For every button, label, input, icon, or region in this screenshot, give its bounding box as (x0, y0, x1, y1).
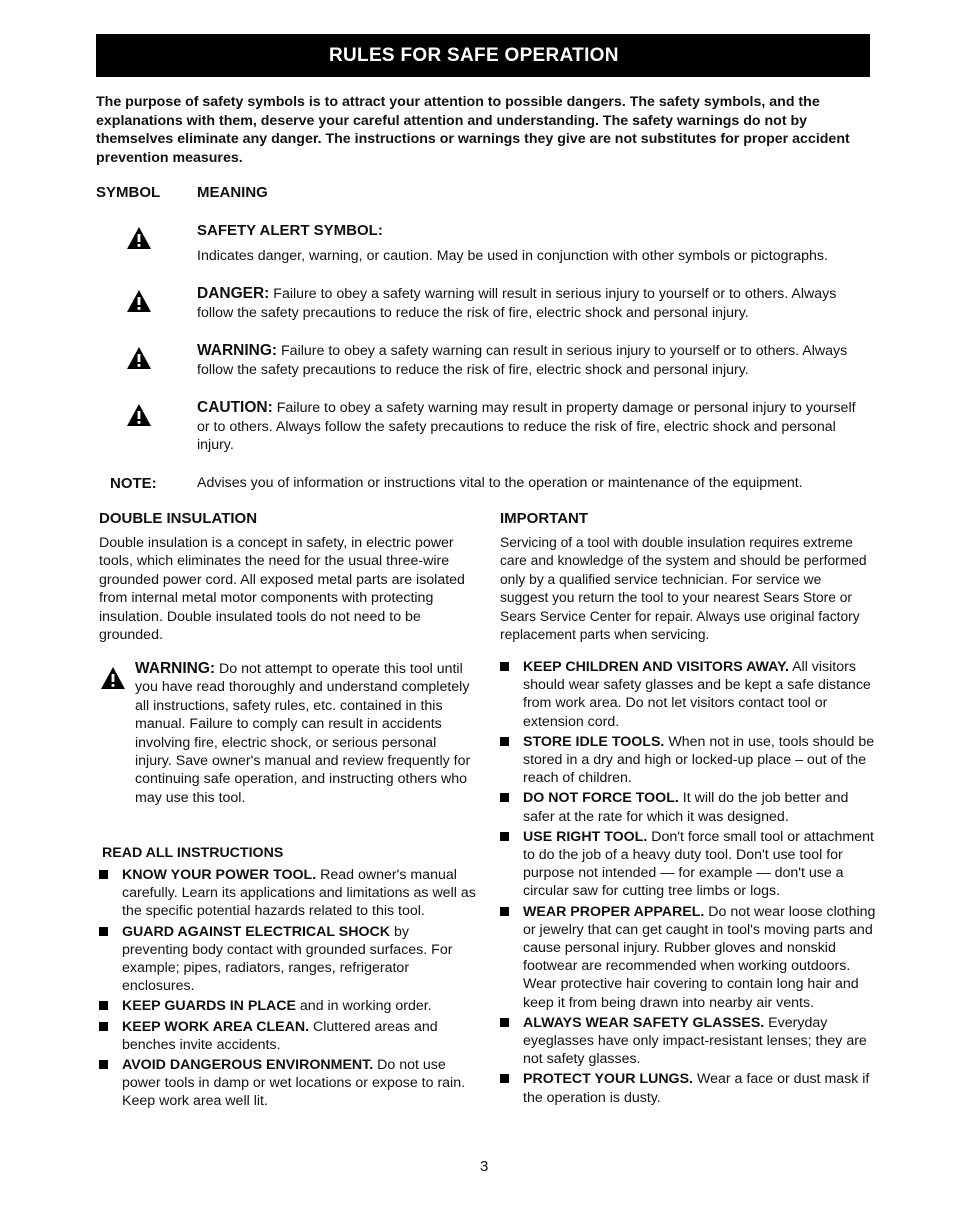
item-heading: KEEP CHILDREN AND VISITORS AWAY. (523, 659, 789, 675)
symbol-column-header: SYMBOL (96, 184, 161, 201)
item-heading: GUARD AGAINST ELECTRICAL SHOCK (122, 923, 390, 940)
bullet-square-icon (99, 1001, 108, 1010)
warning-text: Failure to obey a safety warning can result in serious injury to yourself or to others. Always follow the safety precautions to reduce the risk of fire, electric shock and personal injury. (197, 343, 848, 378)
read-all-instructions-list (99, 866, 477, 1113)
safety-rules-list (500, 658, 878, 1109)
note-text: Advises you of information or instructions vital to the operation or maintenance of the equipment. (197, 475, 803, 491)
item-text: When not in use, tools should be stored in a dry and high or locked-up place – out of the reach of children. (523, 733, 875, 787)
caution-triangle-icon (126, 403, 152, 427)
item-heading: STORE IDLE TOOLS. (523, 733, 665, 750)
note-label: NOTE: (110, 475, 157, 492)
item-heading: PROTECT YOUR LUNGS. (523, 1071, 694, 1088)
page-title: RULES FOR SAFE OPERATION (329, 45, 619, 66)
danger-triangle-icon (126, 289, 152, 313)
item-text: Don't force small tool or attachment to do the job of a heavy duty tool. Don't use tool for purpose not intended — for example — don't use a circular saw for cutting tree limbs or logs. (523, 828, 874, 900)
double-insulation-title: DOUBLE INSULATION (99, 510, 258, 527)
bullet-square-icon (99, 927, 108, 936)
list-item (99, 923, 477, 996)
bullet-square-icon (500, 907, 509, 916)
bullet-square-icon (500, 737, 509, 746)
bullet-square-icon (99, 1060, 108, 1069)
double-insulation-text: Double insulation is a concept in safety, in electric power tools, which eliminates the need for the usual three-wire grounded power cord. All exposed metal parts are isolated from internal metal motor components with protecting insulation. Double insulated tools do not need to be grounded. (99, 535, 465, 644)
item-heading: ALWAYS WEAR SAFETY GLASSES. (523, 1014, 765, 1031)
list-item (500, 658, 878, 731)
item-text: Everyday eyeglasses have only impact-resistant lenses; they are not safety glasses. (523, 1014, 867, 1068)
list-item (500, 733, 878, 788)
important-text: Servicing of a tool with double insulation requires extreme care and knowledge of the system and should be performed only by a qualified service technician. For service we suggest you return the tool to your nearest Sears Store or Sears Service Center for repair. Always use original factory replacement parts when servicing. (500, 535, 867, 643)
main-warning-keyword: WARNING: (135, 660, 216, 677)
caution-entry (197, 399, 867, 455)
intro-paragraph: The purpose of safety symbols is to attract your attention to possible dangers. The safety symbols, and the explanations with them, deserve your careful attention and understanding. The safety warnings do not by themselves eliminate any danger. The instructions or warnings they give are not substitutes for proper accident prevention measures. (96, 94, 850, 166)
list-item (500, 1014, 878, 1069)
list-item (500, 1070, 878, 1106)
page-number: 3 (480, 1158, 489, 1175)
main-warning-block (135, 660, 475, 807)
safety-alert-title: SAFETY ALERT SYMBOL: (197, 222, 383, 239)
item-heading: USE RIGHT TOOL. (523, 828, 648, 845)
danger-text: Failure to obey a safety warning will result in serious injury to yourself or to others. Always follow the safety precautions to reduce the risk of fire, electric shock and personal injury. (197, 286, 837, 321)
warning-triangle-icon (126, 346, 152, 370)
caution-keyword: CAUTION: (197, 399, 273, 416)
read-all-instructions-title: READ ALL INSTRUCTIONS (102, 845, 284, 861)
list-item (500, 903, 878, 1012)
item-heading: AVOID DANGEROUS ENVIRONMENT. (122, 1057, 374, 1074)
list-item (99, 866, 477, 921)
list-item (99, 1056, 477, 1111)
list-item (500, 828, 878, 901)
item-heading: KEEP WORK AREA CLEAN. (122, 1018, 310, 1035)
warning-entry (197, 342, 867, 379)
item-text: Do not wear loose clothing or jewelry that can get caught in tool's moving parts and cause personal injury. Rubber gloves and nonskid footwear are recommended when working outdoors. Wear protective hair covering to contain long hair and keep it from being drawn into nearby air vents. (523, 903, 876, 1011)
item-text: Cluttered areas and benches invite accidents. (122, 1018, 438, 1053)
list-item (99, 997, 477, 1015)
main-warning-text: Do not attempt to operate this tool until you have read thoroughly and understand completely all instructions, safety rules, etc. contained in this manual. Failure to comply can result in accidents involving fire, electric shock, or serious personal injury. Save owner's manual and review frequently for continuing safe operation, and instructing others who may use this tool. (135, 661, 471, 806)
list-item (500, 789, 878, 825)
item-heading: DO NOT FORCE TOOL. (523, 790, 679, 807)
item-heading: WEAR PROPER APPAREL. (523, 903, 705, 920)
bullet-square-icon (99, 870, 108, 879)
main-warning-triangle-icon (100, 666, 126, 690)
danger-keyword: DANGER: (197, 285, 270, 302)
danger-entry (197, 285, 867, 322)
item-text: Read owner's manual carefully. Learn its applications and limitations as well as the specific potential hazards related to this tool. (122, 867, 476, 920)
page-header-banner (96, 34, 870, 77)
warning-keyword: WARNING: (197, 342, 278, 359)
item-text: Do not use power tools in damp or wet locations or expose to rain. Keep work area well lit. (122, 1057, 466, 1110)
item-heading: KEEP GUARDS IN PLACE (122, 998, 296, 1015)
item-text: by preventing body contact with grounded surfaces. For example; pipes, radiators, ranges, refrigerator enclosures. (122, 923, 453, 995)
bullet-square-icon (500, 832, 509, 841)
item-text: All visitors should wear safety glasses and be kept a safe distance from work area. Do not let visitors contact tool or extension cord. (523, 659, 871, 730)
bullet-square-icon (500, 1018, 509, 1027)
list-item (99, 1018, 477, 1054)
bullet-square-icon (500, 1074, 509, 1083)
caution-text: Failure to obey a safety warning may result in property damage or personal injury to yourself or to others. Always follow the safety precautions to reduce the risk of fire, electric shock and personal injury. (197, 400, 856, 454)
bullet-square-icon (99, 1022, 108, 1031)
bullet-square-icon (500, 662, 509, 671)
safety-alert-text: Indicates danger, warning, or caution. May be used in conjunction with other symbols or pictographs. (197, 248, 828, 264)
item-text: Wear a face or dust mask if the operation is dusty. (523, 1071, 870, 1106)
important-title: IMPORTANT (500, 510, 589, 527)
safety-alert-triangle-icon (126, 226, 152, 250)
item-text: It will do the job better and safer at the rate for which it was designed. (523, 790, 849, 825)
meaning-column-header: MEANING (197, 184, 268, 201)
item-text: and in working order. (295, 998, 432, 1015)
item-heading: KNOW YOUR POWER TOOL. (122, 867, 317, 883)
bullet-square-icon (500, 793, 509, 802)
